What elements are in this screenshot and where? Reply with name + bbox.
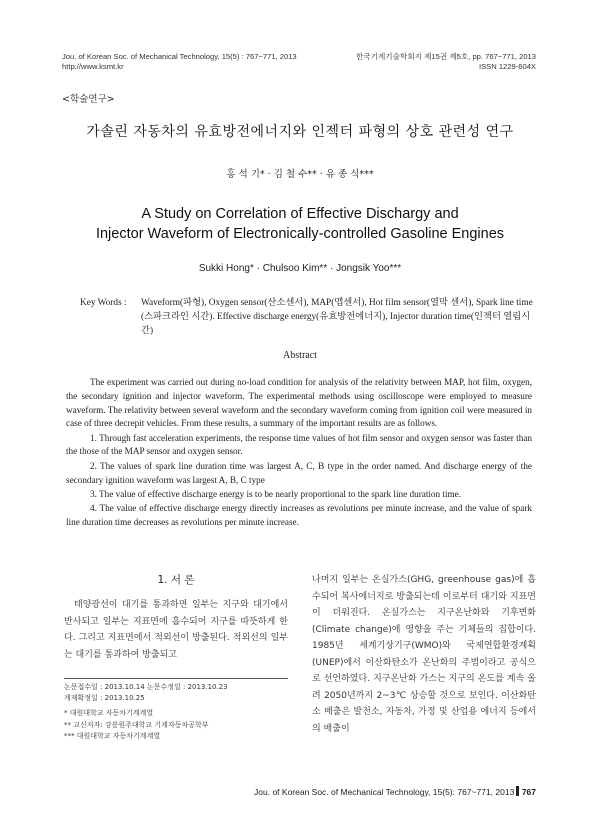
page-footer: [254, 786, 536, 797]
page-number: 767: [521, 787, 536, 797]
paper-title-korean: 가솔린 자동차의 유효방전에너지와 인젝터 파형의 상호 관련성 연구: [86, 124, 514, 140]
abstract-paragraph: 1. Through fast acceleration experiments, the response time values of hot film sensor and oxygen sensor was faster than the those of the MAP sensor and oxygen sensor.: [66, 432, 532, 457]
journal-url: http://www.ksmt.kr: [62, 62, 124, 71]
authors-english: Sukki Hong* · Chulsoo Kim** · Jongsik Yoo***: [198, 263, 402, 274]
affiliation-note-1: * 대원대학교 자동차기계계열: [64, 709, 154, 718]
affiliation-note-2: ** 교신저자: 강릉원주대학교 기계자동차공학부: [64, 720, 209, 729]
keywords-list: Waveform(파형), Oxygen sensor(산소센서), MAP(맵센서), Hot film sensor(열막 센서), Spark line time (스파크라인 시간). Effective discharge energy(유효방전에너지), Injector duration time(인젝터 열림시간): [141, 298, 533, 336]
section-tag: <학술연구>: [62, 94, 115, 105]
paper-title-english: [0, 204, 600, 244]
affiliation-note-3: *** 대원대학교 자동차기계계열: [64, 731, 161, 740]
keywords-label: Key Words :: [80, 298, 127, 308]
introduction-text-left: 태양광선이 대기를 통과하면 일부는 지구와 대기에서 반사되고 일부는 지표면에 흡수되어 지구를 따뜻하게 한다. 그리고 지표면에서 적외선이 방출된다. 적외선의 일부는 대기를 통과하여 방출되고: [64, 600, 288, 660]
title-en-line-1: A Study on Correlation of Effective Dischargy and: [141, 206, 459, 222]
received-revised-dates: 논문접수일 : 2013.10.14 논문수정일 : 2013.10.23: [64, 683, 228, 691]
abstract-paragraph: 4. The value of effective discharge energy directly increases as revolutions per minute increase, and the value of spark line duration time decreases as revolutions per minute increase.: [66, 503, 532, 527]
footnotes: [64, 678, 288, 742]
abstract-heading: Abstract: [283, 350, 317, 361]
abstract-body: [66, 376, 532, 530]
abstract-paragraph: 3. The value of effective discharge energy is to be nearly proportional to the spark line duration time.: [90, 488, 462, 499]
journal-citation-ko: 한국기계기술학회지 제15권 제5호, pp. 767~771, 2013: [355, 52, 536, 61]
journal-citation-en: Jou. of Korean Soc. of Mechanical Technology, 15(5) : 767~771, 2013: [62, 52, 297, 61]
journal-header-right: [356, 52, 536, 72]
introduction-text-right: 나머지 일부는 온실가스(GHG, greenhouse gas)에 흡수되어 복사에너지로 방출되는데 이로부터 대기와 지표면이 더워진다. 온실가스는 지구온난화와 기후변화(Climate change)에 영향을 주는 기체들의 집합이다. 1985년 세계기상기구(WMO)와 국제연합환경계획(UNEP)에서 이산화탄소가 온난화의 주범이라고 공식으로 선언하였다. 지구온난화 가스는 지구의 온도를 계속 올려 2050년까지 2~3℃ 상승할 것으로 보인다. 이산화탄소 배출은 발전소, 자동차, 가정 및 산업용 에너지 등에서의 배출이: [312, 575, 536, 734]
journal-issn: ISSN 1229-604X: [479, 62, 536, 71]
abstract-paragraph: 2. The values of spark line duration time was largest A, C, B type in the order named. And discharge energy of the secondary ignition waveform was largest A, B, C type: [66, 460, 532, 485]
accepted-date: 게재확정일 : 2013.10.25: [64, 694, 145, 703]
footer-citation: Jou. of Korean Soc. of Mechanical Technology, 15(5): 767~771, 2013: [254, 787, 515, 797]
footer-divider: [516, 786, 519, 796]
title-en-line-2: Injector Waveform of Electronically-controlled Gasoline Engines: [95, 226, 505, 242]
keywords-block: [80, 296, 535, 338]
right-column: [312, 572, 536, 737]
abstract-paragraph: The experiment was carried out during no-load condition for analysis of the relativity between MAP, hot film, oxygen, the secondary ignition and injector waveform. The experimental methods using oscilloscope were employed to measure waveform. The relativity between several waveform and the secondary waveform coming from ignition coil were measured in case of three decrepit vehicles. From these results, a summary of the important results are as follows.: [66, 377, 532, 429]
authors-korean: 홍 석 기* · 김 철 수** · 유 종 식***: [226, 169, 374, 180]
journal-header-left: [62, 52, 297, 72]
introduction-heading: 1. 서 론: [157, 574, 195, 586]
left-column: [64, 572, 288, 663]
